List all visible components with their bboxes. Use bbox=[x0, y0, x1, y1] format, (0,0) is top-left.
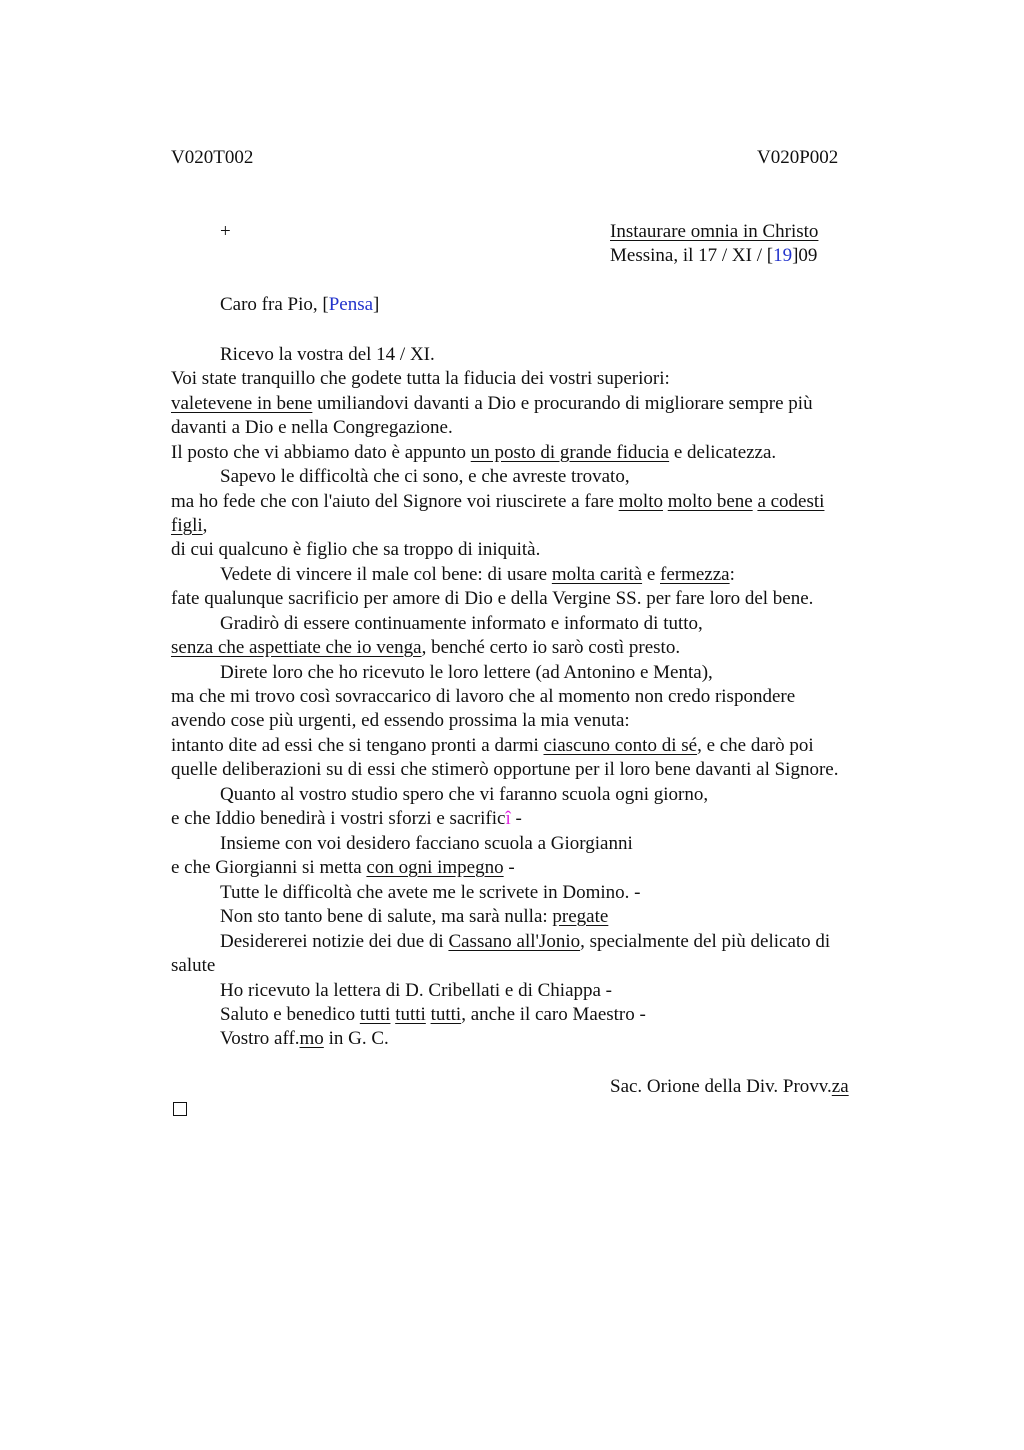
underlined-text: mo bbox=[299, 1028, 324, 1049]
body-line bbox=[171, 392, 813, 416]
body-line bbox=[220, 1003, 646, 1027]
body-line bbox=[220, 905, 608, 929]
body-line bbox=[171, 734, 814, 758]
body-line: fate qualunque sacrificio per amore di Dio e della Vergine SS. per fare loro del bene. bbox=[171, 588, 814, 609]
underlined-text: tutti bbox=[430, 1004, 462, 1025]
document-code-left: V020T002 bbox=[171, 147, 254, 168]
underlined-text: Cassano all'Jonio bbox=[448, 931, 581, 952]
body-line: ma che mi trovo così sovraccarico di lavoro che al momento non credo rispondere bbox=[171, 686, 796, 707]
body-line: Ricevo la vostra del 14 / XI. bbox=[220, 344, 435, 365]
text-span: Vostro aff. bbox=[220, 1028, 300, 1049]
body-line bbox=[171, 441, 776, 465]
text-span: e bbox=[642, 564, 660, 585]
underlined-text: molta carità bbox=[551, 564, 643, 585]
body-line: quelle deliberazioni su di essi che stimerò opportune per il loro bene davanti al Signore. bbox=[171, 759, 839, 780]
underlined-text: tutti bbox=[359, 1004, 391, 1025]
body-line bbox=[171, 490, 824, 514]
body-line: Ho ricevuto la lettera di D. Cribellati e di Chiappa - bbox=[220, 980, 613, 1001]
body-line: salute bbox=[171, 955, 216, 976]
underlined-text: con ogni impegno bbox=[366, 857, 504, 878]
date-prefix: Messina, il 17 / XI / [ bbox=[610, 245, 774, 266]
underlined-text: senza che aspettiate che io venga bbox=[171, 637, 422, 658]
editorial-mark: î bbox=[505, 808, 511, 829]
text-span: - bbox=[510, 808, 522, 829]
text-span: in G. C. bbox=[323, 1028, 389, 1049]
salutation-text: Caro fra Pio, [ bbox=[220, 294, 329, 315]
text-span: Il posto che vi abbiamo dato è appunto bbox=[171, 442, 471, 463]
text-span: Non sto tanto bene di salute, ma sarà nulla: bbox=[220, 906, 553, 927]
salutation-editorial-name: Pensa bbox=[328, 294, 374, 315]
underlined-text: pregate bbox=[552, 906, 609, 927]
signature bbox=[610, 1076, 849, 1098]
body-line bbox=[171, 514, 207, 538]
text-span: , e che darò poi bbox=[697, 735, 814, 756]
text-span: Saluto e benedico bbox=[220, 1004, 360, 1025]
text-span: , anche il caro Maestro - bbox=[461, 1004, 646, 1025]
text-span: Desidererei notizie dei due di bbox=[220, 931, 449, 952]
body-line: di cui qualcuno è figlio che sa troppo di iniquità. bbox=[171, 539, 541, 560]
underlined-text: tutti bbox=[395, 1004, 426, 1025]
underlined-text: molto bene bbox=[667, 491, 753, 512]
signature-suffix: za bbox=[831, 1076, 849, 1097]
underlined-text: fermezza bbox=[660, 564, 730, 585]
text-span: ma ho fede che con l'aiuto del Signore voi riuscirete a fare bbox=[171, 491, 619, 512]
signature-text: Sac. Orione della Div. Provv. bbox=[610, 1076, 832, 1097]
salutation bbox=[220, 294, 379, 316]
text-span: intanto dite ad essi che si tengano pronti a darmi bbox=[171, 735, 544, 756]
motto: Instaurare omnia in Christo bbox=[610, 221, 819, 242]
underlined-text: a codesti bbox=[757, 491, 825, 512]
place-date bbox=[610, 245, 817, 267]
underlined-text: molto bbox=[618, 491, 663, 512]
closing-line bbox=[220, 1027, 389, 1051]
document-code-right: V020P002 bbox=[757, 147, 839, 168]
body-line bbox=[220, 930, 830, 954]
body-line bbox=[171, 636, 680, 660]
text-span: e che Giorgianni si metta bbox=[171, 857, 367, 878]
underlined-text: un posto di grande fiducia bbox=[470, 442, 670, 463]
body-line: Quanto al vostro studio spero che vi faranno scuola ogni giorno, bbox=[220, 784, 709, 805]
text-span: umiliandovi davanti a Dio e procurando di migliorare sempre più bbox=[312, 393, 813, 414]
body-line bbox=[171, 807, 522, 831]
body-line: Voi state tranquillo che godete tutta la fiducia dei vostri superiori: bbox=[171, 368, 670, 389]
underlined-text: figli bbox=[171, 515, 203, 536]
text-span: , benché certo io sarò costì presto. bbox=[421, 637, 681, 658]
text-span: e che Iddio benedirà i vostri sforzi e sacrific bbox=[171, 808, 506, 829]
body-line: avendo cose più urgenti, ed essendo prossima la mia venuta: bbox=[171, 710, 630, 731]
text-span: e delicatezza. bbox=[669, 442, 777, 463]
text-span: : bbox=[729, 564, 735, 585]
underlined-text: ciascuno conto di sé bbox=[543, 735, 698, 756]
body-line: Sapevo le difficoltà che ci sono, e che avreste trovato, bbox=[220, 466, 630, 487]
text-span: , specialmente del più delicato di bbox=[580, 931, 831, 952]
cross-mark: + bbox=[220, 221, 231, 242]
date-editorial-year: 19 bbox=[773, 245, 793, 266]
end-mark-box-icon bbox=[173, 1102, 187, 1116]
text-span: - bbox=[503, 857, 515, 878]
body-line: Insieme con voi desidero facciano scuola a Giorgianni bbox=[220, 833, 633, 854]
underlined-text: valetevene in bene bbox=[171, 393, 313, 414]
date-suffix: ]09 bbox=[792, 245, 818, 266]
body-line: Gradirò di essere continuamente informato e informato di tutto, bbox=[220, 613, 703, 634]
body-line bbox=[171, 856, 515, 880]
body-line: Tutte le difficoltà che avete me le scrivete in Domino. - bbox=[220, 882, 641, 903]
body-line bbox=[220, 563, 735, 587]
body-line: Direte loro che ho ricevuto le loro lettere (ad Antonino e Menta), bbox=[220, 662, 713, 683]
salutation-close: ] bbox=[373, 294, 380, 315]
body-line: davanti a Dio e nella Congregazione. bbox=[171, 417, 453, 438]
text-span: Vedete di vincere il male col bene: di usare bbox=[220, 564, 552, 585]
text-span: , bbox=[202, 515, 208, 536]
